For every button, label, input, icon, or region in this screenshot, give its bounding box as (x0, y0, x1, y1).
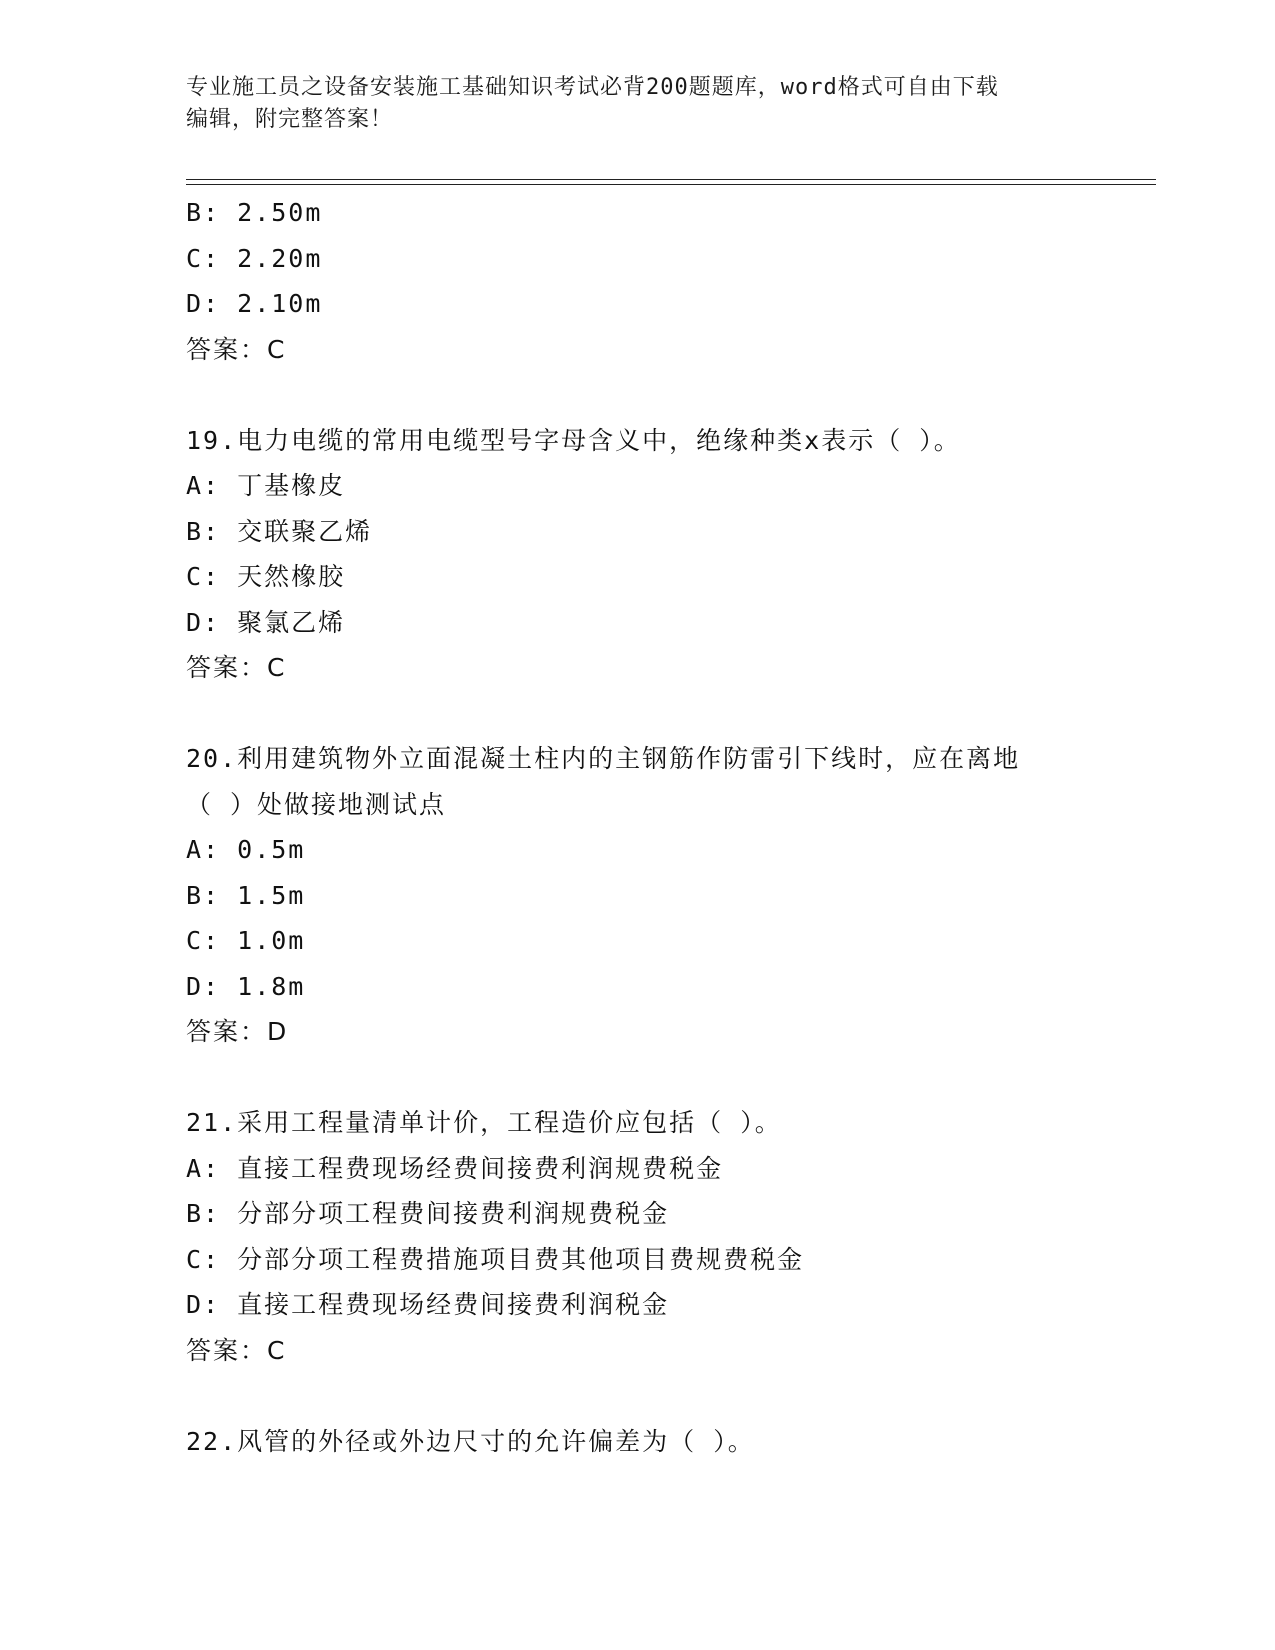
question-stem-line2: （ ）处做接地测试点 (186, 789, 447, 819)
answer: 答案：C (186, 1335, 287, 1365)
option-c: C: 天然橡胶 (186, 562, 346, 591)
option-a: A: 0.5m (186, 835, 306, 864)
option-d: D: 1.8m (186, 971, 306, 1001)
option-a: A: 丁基橡皮 (186, 471, 346, 500)
option-b: B: 交联聚乙烯 (186, 516, 373, 546)
question-22 (186, 1419, 1146, 1465)
question-stem: 22.风管的外径或外边尺寸的允许偏差为（ ）。 (186, 1426, 755, 1456)
option-d: D: 聚氯乙烯 (186, 607, 346, 637)
header-divider-bottom (186, 184, 1156, 185)
answer: 答案：C (186, 334, 287, 364)
option-a: A: 直接工程费现场经费间接费利润规费税金 (186, 1153, 724, 1183)
question-18-tail (186, 190, 1146, 372)
header-divider-top (186, 179, 1156, 180)
option-c: C: 1.0m (186, 926, 306, 955)
option-b: B: 分部分项工程费间接费利润规费税金 (186, 1199, 670, 1228)
option-c: C: 2.20m (186, 243, 323, 273)
answer: 答案：C (186, 653, 287, 682)
option-d: D: 2.10m (186, 289, 323, 318)
question-21 (186, 1100, 1146, 1373)
option-b: B: 2.50m (186, 198, 323, 227)
question-20 (186, 736, 1146, 1055)
document-header (186, 72, 1086, 136)
question-19 (186, 418, 1146, 691)
header-title-line1: 专业施工员之设备安装施工基础知识考试必背200题题库，word格式可自由下载 (186, 75, 999, 100)
question-stem: 19.电力电缆的常用电缆型号字母含义中，绝缘种类x表示（ ）。 (186, 425, 961, 455)
question-stem-line1: 20.利用建筑物外立面混凝土柱内的主钢筋作防雷引下线时，应在离地 (186, 744, 1021, 773)
question-list (186, 190, 1146, 1464)
answer: 答案：D (186, 1017, 289, 1046)
option-b: B: 1.5m (186, 880, 306, 910)
option-c: C: 分部分项工程费措施项目费其他项目费规费税金 (186, 1244, 805, 1274)
question-stem: 21.采用工程量清单计价，工程造价应包括（ ）。 (186, 1108, 782, 1137)
header-title-line2: 编辑，附完整答案！ (186, 107, 394, 132)
option-d: D: 直接工程费现场经费间接费利润税金 (186, 1290, 670, 1319)
